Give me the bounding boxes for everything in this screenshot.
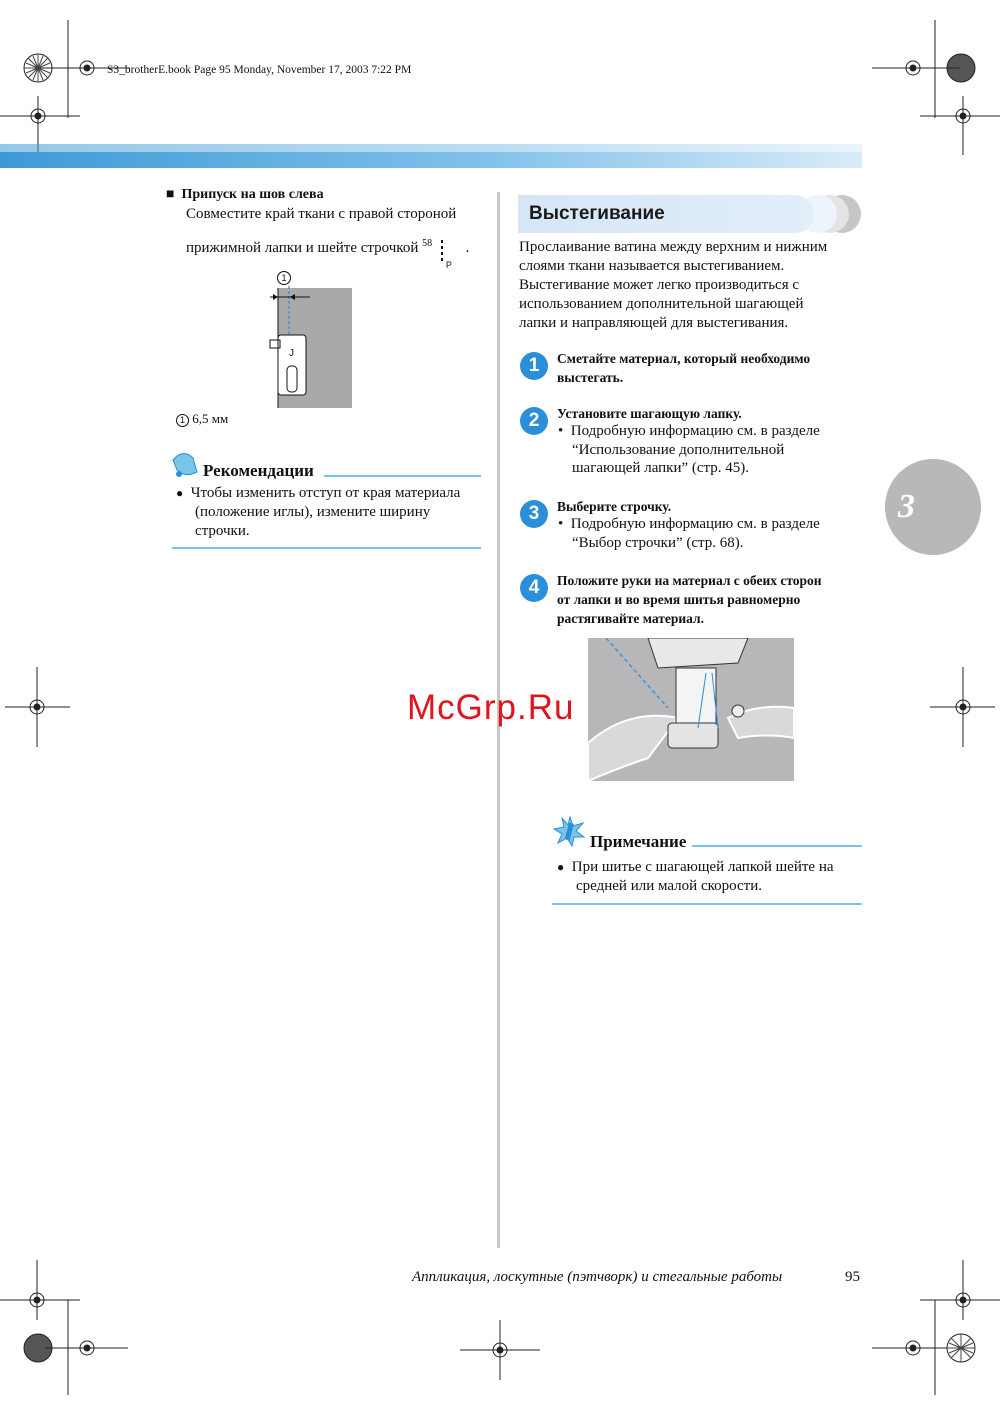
seam-allowance-text: Совместите край ткани с правой стороной прижимной лапки и шейте строчкой $^{58}$ P . [186, 206, 470, 270]
presser-foot-figure [260, 270, 360, 410]
page-number: 95 [845, 1269, 860, 1285]
figure-callout: 1 [277, 271, 291, 285]
footer-chapter-title: Аппликация, лоскутные (пэтчворк) и стегальные работы [412, 1269, 783, 1285]
watermark: McGrp.Ru [407, 688, 575, 727]
header-color-bar [0, 144, 862, 168]
step-number-1: 1 [520, 352, 548, 380]
recommendations-bottom-rule [172, 547, 481, 549]
quilting-illustration [588, 638, 794, 781]
step-number-2: 2 [520, 407, 548, 435]
intro-paragraph: Прослаивание ватина между верхним и нижним слоями ткани называется выстегиванием. Выстегивание может легко производиться с использованием дополнительной шагающей лапки и направляющей для выстегивания. [519, 239, 828, 331]
step-title-1: Сметайте материал, который необходимо выстегать. [557, 351, 811, 385]
recommendations-rule [324, 475, 481, 477]
note-bottom-rule [552, 903, 862, 905]
section-title: Выстегивание [529, 203, 665, 224]
step-title-3: Выберите строчку. [557, 499, 672, 514]
note-title: Примечание [590, 832, 687, 851]
chapter-number: 3 [898, 488, 915, 525]
file-header: S3_brotherE.book Page 95 Monday, November 17, 2003 7:22 PM [107, 64, 412, 76]
note-text: ● При шитье с шагающей лапкой шейте на средней или малой скорости. [557, 859, 834, 894]
note-rule [692, 845, 862, 847]
step-title-4: Положите руки на материал с обеих сторон от лапки и во время шитья равномерно растягивайте материал. [557, 573, 822, 626]
step-title-2: Установите шагающую лапку. [557, 406, 742, 421]
step-number-3: 3 [520, 500, 548, 528]
foot-letter: J [289, 348, 294, 359]
step-detail-2: • Подробную информацию см. в разделе “Использование дополнительной шагающей лапки” (стр. 45). [558, 423, 820, 476]
recommendations-text: ● Чтобы изменить отступ от края материала (положение иглы), измените ширину строчки. [176, 485, 461, 539]
heading-decoration [805, 194, 865, 234]
recommendations-title: Рекомендации [203, 461, 314, 480]
step-number-4: 4 [520, 574, 548, 602]
step-detail-3: • Подробную информацию см. в разделе “Выбор строчки” (стр. 68). [558, 516, 820, 551]
note-icon [552, 815, 588, 847]
bell-icon [169, 450, 201, 480]
figure-legend: 1 6,5 мм [176, 411, 228, 427]
section-heading: ■ Припуск на шов слева [166, 187, 324, 202]
